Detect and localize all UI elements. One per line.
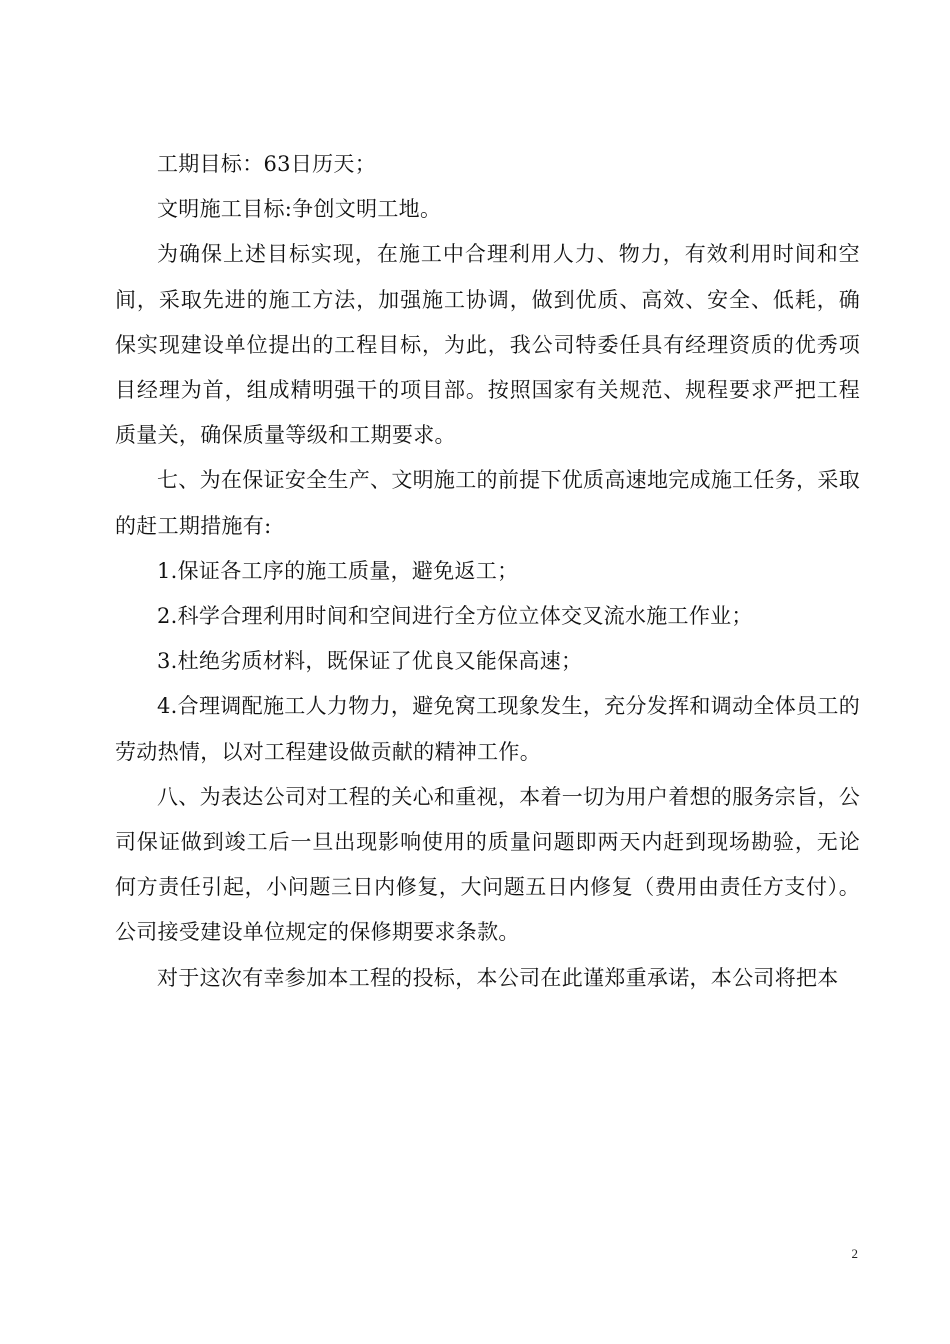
paragraph-measure-3: 3.杜绝劣质材料，既保证了优良又能保高速；	[157, 649, 583, 674]
paragraph-section-eight: 八、为表达公司对工程的关心和重视，本着一切为用户着想的服务宗旨，公司保证做到竣工后一旦出现影响使用的质量问题即两天内赶到现场勘验，无论何方责任引起，小问题三日内修复，大问题五日内修复（费用由责任方支付）。公司接受建设单位规定的保修期要求条款。	[115, 784, 860, 945]
paragraph-section-seven: 七、为在保证安全生产、文明施工的前提下优质高速地完成施工任务，采取的赶工期措施有:	[115, 468, 860, 538]
paragraph-goal-assurance: 为确保上述目标实现，在施工中合理利用人力、物力，有效利用时间和空间，采取先进的施工方法，加强施工协调，做到优质、高效、安全、低耗，确保实现建设单位提出的工程目标，为此，我公司特委任具有经理资质的优秀项目经理为首，组成精明强干的项目部。按照国家有关规范、规程要求严把工程质量关，确保质量等级和工期要求。	[115, 242, 860, 448]
paragraph-measure-4: 4.合理调配施工人力物力，避免窝工现象发生，充分发挥和调动全体员工的劳动热情，以对工程建设做贡献的精神工作。	[115, 694, 860, 764]
paragraph-schedule-goal: 工期目标：63日历天；	[157, 152, 377, 176]
document-body	[115, 142, 860, 1001]
paragraph-civilized-construction-goal: 文明施工目标:争创文明工地。	[157, 197, 442, 222]
paragraph-measure-2: 2.科学合理利用时间和空间进行全方位立体交叉流水施工作业；	[157, 604, 753, 629]
paragraph-measure-1: 1.保证各工序的施工质量，避免返工；	[157, 558, 519, 583]
paragraph-commitment: 对于这次有幸参加本工程的投标，本公司在此谨郑重承诺，本公司将把本	[157, 965, 839, 990]
page-number: 2	[851, 1246, 858, 1261]
